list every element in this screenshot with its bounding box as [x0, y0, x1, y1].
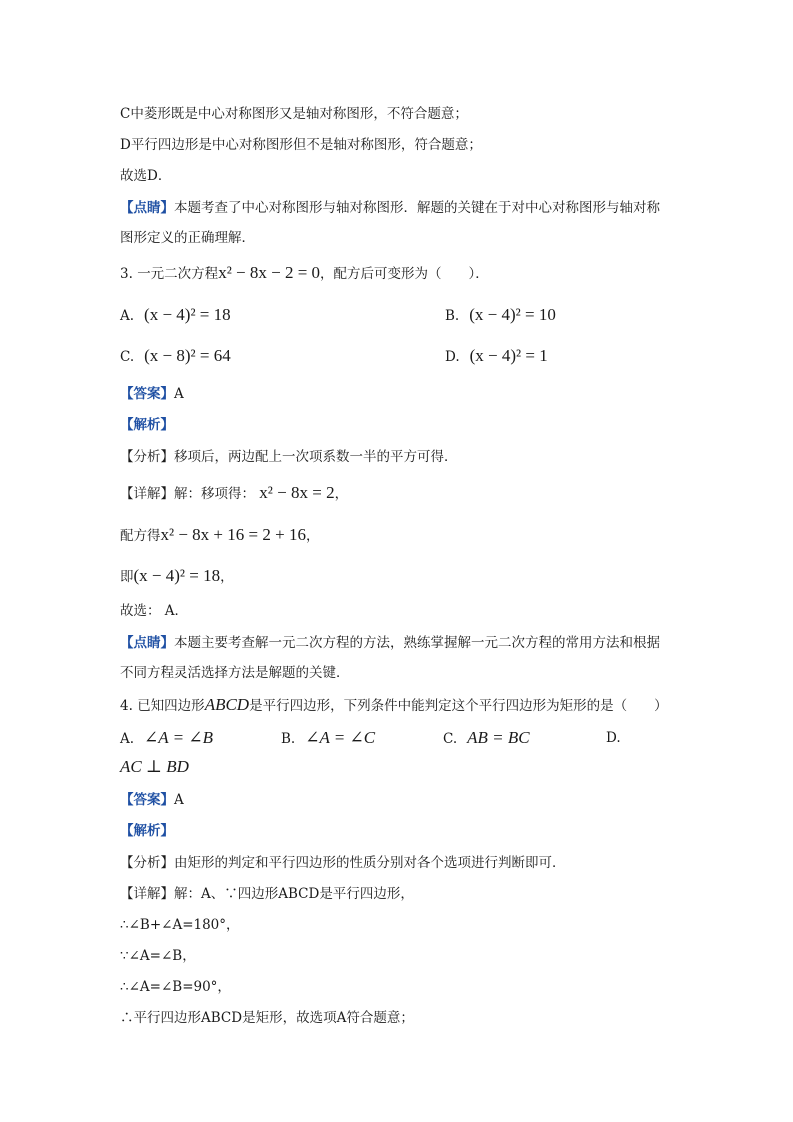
- step-line: ∵∠A=∠B，: [120, 948, 196, 964]
- comment-line: [120, 633, 660, 653]
- option-letter: B.: [445, 308, 460, 324]
- answer-value: A: [174, 386, 184, 402]
- text-line: D平行四边形是中心对称图形但不是轴对称图形，符合题意；: [120, 137, 482, 153]
- punct: ，: [220, 569, 234, 585]
- option-a: [120, 727, 213, 750]
- question-number: 3.: [120, 266, 133, 282]
- step-text: 配方得: [120, 528, 161, 544]
- comment-label: 【点睛】: [120, 635, 174, 651]
- analysis-line: [120, 821, 174, 841]
- detail-text: 解：A、∵四边形ABCD是平行四边形，: [174, 886, 414, 902]
- comment-label: 【点睛】: [120, 200, 174, 216]
- option-c: [443, 727, 530, 750]
- equation: x² − 8x + 16 = 2 + 16: [160, 525, 306, 544]
- step-line: ∴平行四边形ABCD是矩形，故选项A符合题意；: [120, 1010, 414, 1026]
- step-text: 即: [120, 569, 134, 585]
- option-d: [606, 727, 621, 749]
- comment-text: 本题主要考查解一元二次方程的方法，熟练掌握解一元二次方程的常用方法和根据: [174, 635, 660, 651]
- quadrilateral-name: ABCD: [204, 695, 250, 714]
- option-expr: (x − 8)² = 64: [144, 346, 231, 365]
- choose-line: 故选： A．: [120, 603, 189, 619]
- option-letter: D.: [606, 730, 621, 746]
- answer-line: [120, 384, 184, 404]
- option-d-expr: [120, 756, 189, 779]
- answer-value: A: [174, 792, 184, 808]
- analysis-label: 【解析】: [120, 417, 174, 433]
- step-line: [120, 525, 319, 546]
- option-b: [281, 727, 375, 750]
- fenxi-text: 移项后，两边配上一次项系数一半的平方可得．: [174, 449, 458, 465]
- detail-label: 【详解】: [120, 486, 174, 502]
- detail-text: 解：移项得：: [174, 486, 255, 502]
- option-letter: A.: [120, 731, 135, 747]
- step-line: ∴∠A=∠B=90°，: [120, 979, 231, 995]
- option-letter: B.: [281, 731, 296, 747]
- option-expr: (x − 4)² = 10: [469, 305, 556, 324]
- option-expr: (x − 4)² = 18: [144, 305, 231, 324]
- option-b: [445, 304, 556, 327]
- option-letter: D.: [445, 349, 460, 365]
- question-4-stem: [120, 695, 668, 716]
- option-c: [120, 345, 231, 368]
- analysis-line: [120, 415, 174, 435]
- analysis-label: 【解析】: [120, 823, 174, 839]
- option-a: [120, 304, 231, 327]
- option-letter: C.: [443, 731, 458, 747]
- option-expr: AC ⊥ BD: [120, 757, 189, 776]
- question-number: 4.: [120, 698, 133, 714]
- option-d: [445, 345, 548, 368]
- text-line: 故选D．: [120, 168, 172, 184]
- fenxi-label: 【分析】: [120, 449, 174, 465]
- text-line: 图形定义的正确理解．: [120, 230, 255, 246]
- comment-line: [120, 198, 660, 218]
- question-3-stem: [120, 263, 489, 284]
- answer-line: [120, 790, 184, 810]
- fenxi-label: 【分析】: [120, 855, 174, 871]
- stem-text: 已知四边形: [137, 698, 205, 714]
- punct: ，: [305, 528, 320, 544]
- stem-text: 一元二次方程: [137, 266, 219, 282]
- equation: (x − 4)² = 18: [133, 566, 221, 585]
- option-expr: (x − 4)² = 1: [469, 346, 548, 365]
- option-letter: C.: [120, 349, 135, 365]
- detail-line: [120, 483, 348, 504]
- comment-text: 本题考查了中心对称图形与轴对称图形．解题的关键在于对中心对称图形与轴对称: [174, 200, 660, 216]
- detail-label: 【详解】: [120, 886, 174, 902]
- equation: x² − 8x − 2 = 0: [218, 263, 321, 282]
- fenxi-text: 由矩形的判定和平行四边形的性质分别对各个选项进行判断即可．: [174, 855, 566, 871]
- step-line: [120, 566, 234, 587]
- fenxi-line: [120, 853, 566, 873]
- stem-text: ，配方后可变形为（ ）．: [320, 266, 489, 282]
- option-expr: ∠A = ∠B: [144, 728, 213, 747]
- option-expr: ∠A = ∠C: [305, 728, 376, 747]
- fenxi-line: [120, 447, 458, 467]
- option-letter: A.: [120, 308, 135, 324]
- equation: x² − 8x = 2: [259, 483, 335, 502]
- comment-line-2: 不同方程灵活选择方法是解题的关键．: [120, 665, 350, 681]
- answer-label: 【答案】: [120, 386, 174, 402]
- detail-line: [120, 884, 414, 904]
- step-line: ∴∠B+∠A=180°，: [120, 917, 240, 933]
- punct: ，: [334, 486, 349, 502]
- text-line: C中菱形既是中心对称图形又是轴对称图形，不符合题意；: [120, 106, 468, 122]
- answer-label: 【答案】: [120, 792, 174, 808]
- stem-text: 是平行四边形，下列条件中能判定这个平行四边形为矩形的是（ ）: [249, 698, 668, 714]
- option-expr: AB = BC: [467, 728, 530, 747]
